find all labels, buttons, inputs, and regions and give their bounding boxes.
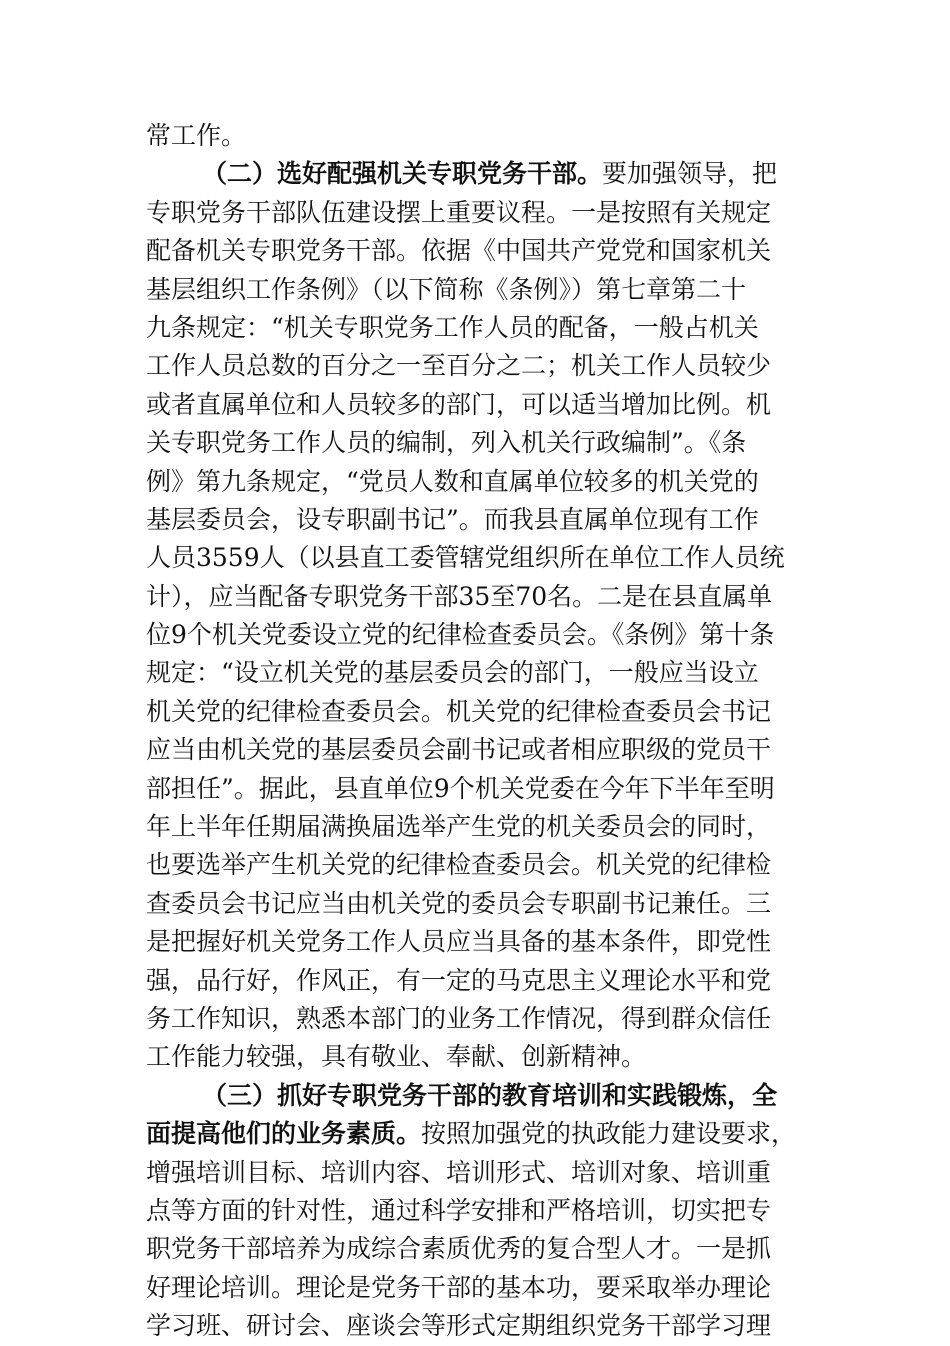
text-line-13: 计），应当配备专职党务干部35至70名。二是在县直属单 [146, 581, 773, 611]
text-line-3: 专职党务干部队伍建设摆上重要议程。一是按照有关规定 [146, 197, 772, 227]
section-three-heading-part-2: 面提高他们的业务素质。 [146, 1119, 422, 1149]
text-line-7: 工作人员总数的百分之一至百分之二；机关工作人员较少 [146, 351, 772, 381]
text-line-10: 例》第九条规定，“党员人数和直属单位较多的机关党的 [146, 466, 759, 496]
text-line-29: 点等方面的针对性，通过科学安排和严格培训，切实把专 [146, 1195, 772, 1225]
text-line-18: 部担任”。据此，县直单位9个机关党委在今年下半年至明 [146, 773, 775, 803]
text-line-21: 查委员会书记应当由机关党的委员会专职副书记兼任。三 [146, 888, 772, 918]
text-line-22: 是把握好机关党务工作人员应当具备的基本条件，即党性 [146, 927, 772, 957]
section-three-heading-part-1: （三）抓好专职党务干部的教育培训和实践锻炼，全 [202, 1080, 778, 1110]
text-line-20: 也要选举产生机关党的纪律检查委员会。机关党的纪律检 [146, 850, 772, 880]
text-line-16: 机关党的纪律检查委员会。机关党的纪律检查委员会书记 [146, 696, 772, 726]
text-line-8: 或者直属单位和人员较多的部门，可以适当增加比例。机 [146, 389, 772, 419]
text-line-14: 位9个机关党委设立党的纪律检查委员会。《条例》第十条 [146, 620, 775, 650]
text-line-11: 基层委员会，设专职副书记”。而我县直属单位现有工作 [146, 504, 759, 534]
text-line-12: 人员3559人（以县直工委管辖党组织所在单位工作人员统 [146, 543, 785, 573]
text-line-25: 工作能力较强，具有敬业、奉献、创新精神。 [146, 1042, 647, 1072]
section-three-heading-line [146, 1077, 836, 1115]
text-line-17: 应当由机关党的基层委员会副书记或者相应职级的党员干 [146, 735, 772, 765]
text-line-31: 好理论培训。理论是党务干部的基本功，要采取举办理论 [146, 1272, 772, 1302]
text-line-28: 增强培训目标、培训内容、培训形式、培训对象、培训重 [146, 1157, 772, 1187]
text-line-15: 规定：“设立机关党的基层委员会的部门，一般应当设立 [146, 658, 759, 688]
section-two-heading: （二）选好配强机关专职党务干部。 [202, 159, 603, 189]
text-line-1: 常工作。 [146, 121, 247, 150]
text-line-30: 职党务干部培养为成综合素质优秀的复合型人才。一是抓 [146, 1234, 772, 1264]
section-three-heading-continued-line: 面提高他们的业务素质。按照加强党的执政能力建设要求， [146, 1119, 797, 1149]
document-body [146, 117, 836, 1346]
text-line-9: 关专职党务工作人员的编制，列入机关行政编制”。《条 [146, 428, 747, 458]
text-line-19: 年上半年任期届满换届选举产生党的机关委员会的同时， [146, 812, 772, 842]
text-line-4: 配备机关专职党务干部。依据《中国共产党党和国家机关 [146, 236, 772, 266]
text-line-23: 强，品行好，作风正，有一定的马克思主义理论水平和党 [146, 965, 772, 995]
text-line-24: 务工作知识，熟悉本部门的业务工作情况，得到群众信任 [146, 1003, 772, 1033]
text-line-32: 学习班、研讨会、座谈会等形式定期组织党务干部学习理 [146, 1311, 772, 1341]
text-line-6: 九条规定：“机关专职党务工作人员的配备，一般占机关 [146, 312, 759, 342]
text-line-5: 基层组织工作条例》（以下简称《条例》）第七章第二十 [146, 274, 747, 304]
section-two-heading-line: （二）选好配强机关专职党务干部。要加强领导，把 [202, 159, 778, 189]
